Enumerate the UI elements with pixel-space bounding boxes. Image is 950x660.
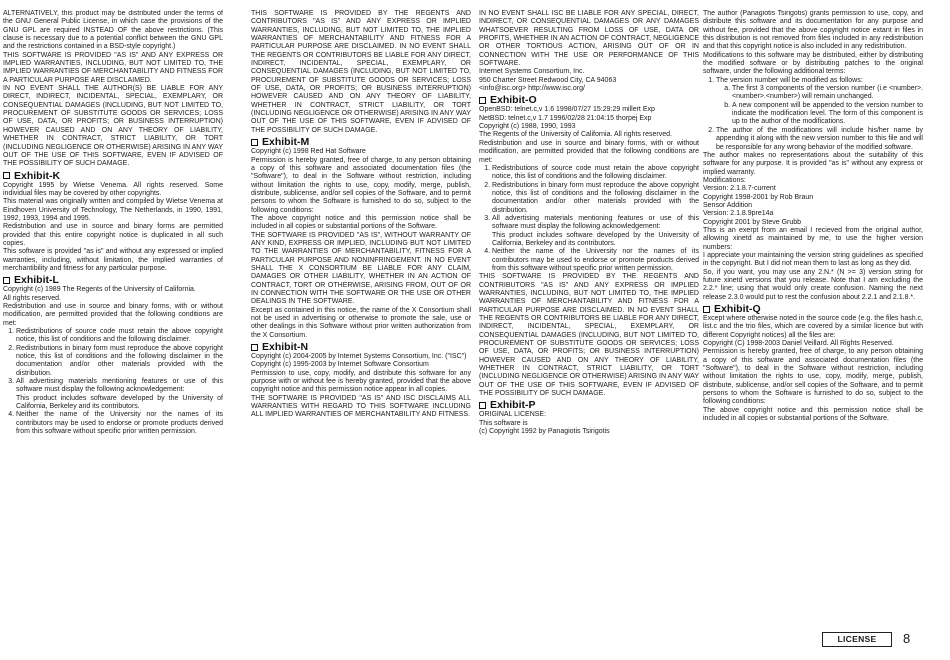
exhibit-p-heading: [479, 399, 699, 411]
paragraph: Copyright (c) 1988, 1990, 1993: [479, 123, 576, 131]
exhibit-title: Exhibit-K: [14, 169, 61, 182]
paragraph: This software is: [479, 419, 528, 427]
paragraph: This software is provided "as is" and without any expressed or implied warranties, including, without limitation, the implied warranties of merchantibility and fitness for any particular purpose.: [3, 248, 223, 272]
paragraph: Copyright 1998-2001 by Rob Braun: [703, 193, 814, 201]
paragraph: Internet Systems Consortium, Inc.: [479, 68, 585, 76]
sub-list-item: b. A new component will be appended to the version number to indicate the modification level. The form of this component is up to the author of the modifications.: [732, 102, 923, 127]
paragraph: So, if you want, you may use any 2.N.* (N >= 3) version string for future xinetd versions that you release. Note that I am excluding the 2.2.* line; using that would only create confusion. Naming the next release 2.3.0 would put to rest the confusion about 2.2.1 and 2.1.8.*.: [703, 268, 923, 301]
conditions-list: [3, 328, 223, 436]
paragraph: NetBSD: telnet.c,v 1.7 1996/02/28 21:04:15 thorpej Exp: [479, 114, 652, 122]
paragraph: All rights reserved.: [3, 294, 61, 302]
checkbox-square-icon: [479, 97, 486, 104]
paragraph: THIS SOFTWARE IS PROVIDED BY THE REGENTS AND CONTRIBUTORS "AS IS" AND ANY EXPRESS OR IMPLIED WARRANTIES, INCLUDING, BUT NOT LIMITED TO, THE IMPLIED WARRANTIES OF MERCHANTABILITY AND FITNESS FOR A PARTICULAR PURPOSE ARE DISCLAIMED. IN NO EVENT SHALL THE REGENTS OR CONTRIBUTORS BE LIABLE FOR ANY DIRECT, INDIRECT, INCIDENTAL, SPECIAL, EXEMPLARY, OR CONSEQUENTIAL DAMAGES (INCLUDING, BUT NOT LIMITED TO, PROCUREMENT OF SUBSTITUTE GOODS OR SERVICES; LOSS OF USE, DATA, OR PROFITS; OR BUSINESS INTERRUPTION) HOWEVER CAUSED AND ON ANY THEORY OF LIABILITY, WHETHER IN CONTRACT, STRICT LIABILITY, OR TORT (INCLUDING NEGLIGENCE OR OTHERWISE) ARISING IN ANY WAY OUT OF THE USE OF THIS SOFTWARE, EVEN IF ADVISED OF THE POSSIBILITY OF SUCH DAMAGE.: [251, 10, 471, 134]
paragraph: IN NO EVENT SHALL ISC BE LIABLE FOR ANY SPECIAL, DIRECT, INDIRECT, OR CONSEQUENTIAL DAMAGES OR ANY DAMAGES WHATSOEVER RESULTING FROM LOSS OF USE, DATA OR PROFITS, WHETHER IN AN ACTION OF CONTRACT, NEGLIGENCE OR OTHER TORTIOUS ACTION, ARISING OUT OF OR IN CONNECTION WITH THE USE OR PERFORMANCE OF THIS SOFTWARE.: [479, 10, 699, 68]
paragraph: IN NO EVENT SHALL THE AUTHOR(S) BE LIABLE FOR ANY DIRECT, INDIRECT, INCIDENTAL, SPECIAL, EXEMPLARY, OR CONSEQUENTIAL DAMAGES (INCLUDING, BUT NOT LIMITED TO, PROCUREMENT OF SUBSTITUTE GOODS OR SERVICES; LOSS OF USE, DATA, OR PROFITS; OR BUSINESS INTERRUPTION) HOWEVER CAUSED AND ON ANY THEORY OF LIABILITY, WHETHER IN CONTRACT, STRICT LIABILITY, OR TORT (INCLUDING NEGLIGENCE OR OTHERWISE) ARISING IN ANY WAY OUT OF THE USE OF THIS SOFTWARE, EVEN IF ADVISED OF THE POSSIBILITY OF SUCH DAMAGE.: [3, 85, 223, 168]
paragraph: Copyright (c) 1995-2003 by Internet Software Consortium: [251, 361, 429, 369]
paragraph: The above copyright notice and this permission notice shall be included in all copies or substantial portions of the Software.: [703, 406, 923, 423]
checkbox-square-icon: [703, 306, 710, 313]
paragraph: Permission to use, copy, modify, and distribute this software for any purpose with or without fee is hereby granted, provided that the above copyright notice and this permission notice appear in all copies.: [251, 369, 471, 394]
paragraph: Version: 2.1.8.9pre14a: [703, 210, 774, 218]
checkbox-square-icon: [3, 172, 10, 179]
paragraph: THE SOFTWARE IS PROVIDED "AS IS", WITHOUT WARRANTY OF ANY KIND, EXPRESS OR IMPLIED, INCLUDING BUT NOT LIMITED TO THE WARRANTIES OF MERCHANTABILITY, FITNESS FOR A PARTICULAR PURPOSE AND NONINFRINGEMENT. IN NO EVENT SHALL THE X CONSORTIUM BE LIABLE FOR ANY CLAIM, DAMAGES OR OTHER LIABILITY, WHETHER IN AN ACTION OF CONTRACT, TORT OR OTHERWISE, ARISING FROM, OUT OF OR IN CONNECTION WITH THE SOFTWARE OR THE USE OR OTHER DEALINGS IN THE SOFTWARE.: [251, 231, 471, 306]
list-item: 2. Redistributions in binary form must reproduce the above copyright notice, this list of conditions and the following disclaimer in the documentation and/or other materials provided with the distribution.: [16, 345, 223, 378]
exhibit-title: Exhibit-L: [14, 274, 59, 287]
list-item: 4. Neither the name of the University nor the names of its contributors may be used to endorse or promote products derived from this software without specific prior written permission.: [16, 411, 223, 436]
paragraph: Modifications to this software may be distributed, either by distributing the modified software or by distributing patches to the original software, under the following additional terms:: [703, 51, 923, 76]
paragraph: Sensor Addition: [703, 201, 753, 209]
paragraph: Permission is hereby granted, free of charge, to any person obtaining a copy of this software and associated documentation files (the "Software"), to deal in the Software without restriction, including without limitation the rights to use, copy, modify, merge, publish, distribute, sublicense, and/or sell copies of the Software, and to permit persons to whom the Software is furnished to do so, subject to the following conditions:: [703, 348, 923, 406]
paragraph: The above copyright notice and this permission notice shall be included in all copies or substantial portions of the Software.: [251, 214, 471, 231]
modification-terms-list: [703, 77, 923, 152]
conditions-list: [479, 165, 699, 273]
paragraph: Redistribution and use in source and binary forms are permitted provided that this entire copyright notice is duplicated in all such copies.: [3, 223, 223, 247]
paragraph: Modifications:: [703, 176, 746, 184]
checkbox-square-icon: [3, 277, 10, 284]
list-item: 1. Redistributions of source code must retain the above copyright notice, this list of conditions and the following disclaimer.: [16, 328, 223, 345]
exhibit-n-heading: [251, 341, 471, 353]
paragraph: Copyright 1995 by Wietse Venema. All rights reserved. Some individual files may be covered by other copyrights.: [3, 181, 223, 197]
paragraph: The author (Panagiotis Tsirigotis) grants permission to use, copy, and distribute this software and its documentation for any purpose and without fee, provided that the above copyright notice extant in files in this distribution is not removed from files included in any redistribution and that this copyright notice is also included in any redistribution.: [703, 10, 923, 51]
paragraph: Copyright 2001 by Steve Grubb: [703, 218, 802, 226]
checkbox-square-icon: [251, 344, 258, 351]
list-item-text: All advertising materials mentioning features or use of this software must display the following acknowledgement:: [16, 378, 223, 394]
exhibit-title: Exhibit-P: [490, 399, 536, 412]
list-item: [716, 77, 923, 127]
exhibit-title: Exhibit-O: [490, 94, 537, 107]
paragraph: OpenBSD: telnet.c,v 1.6 1998/07/27 15:29:29 millert Exp: [479, 106, 655, 114]
paragraph: ALTERNATIVELY, this product may be distributed under the terms of the GNU General Public License, in which case the provisions of the GNU GPL are required INSTEAD OF the above restrictions. (This clause is necessary due to a potential conflict between the GNU GPL and the restrictions contained in a BSD-style copyright.): [3, 10, 223, 51]
list-item: 2. The author of the modifications will include his/her name by appending it along with the new version number to this file and will be responsible for any wrong behavior of the modified software.: [716, 127, 923, 152]
paragraph: The author makes no representations about the suitability of this software for any purpose. It is provided "as is" without any express or implied warranty.: [703, 151, 923, 176]
paragraph: This is an exerpt from an email I recieved from the original author, allowing xinetd as maintained by me, to use the higher version numbers:: [703, 226, 923, 251]
acknowledgement-text: This product includes software developed by the University of California, Berkeley and its contributors.: [492, 231, 699, 247]
sub-list: [716, 85, 923, 127]
paragraph: Copyright (C) 1998-2003 Daniel Veillard. All Rights Reserved.: [703, 340, 894, 348]
exhibit-l-heading: [3, 274, 223, 286]
paragraph: Copyright (c) 2004-2005 by Internet Systems Consortium, Inc. ("ISC"): [251, 353, 467, 361]
acknowledgement-text: This product includes software developed by the University of California, Berkeley and its contributors.: [16, 394, 223, 411]
paragraph: Redistribution and use in source and binary forms, with or without modification, are permitted provided that the following conditions are met:: [479, 139, 699, 164]
paragraph: Redistribution and use in source and binary forms, with or without modification, are permitted provided that the following conditions are met:: [3, 303, 223, 327]
sub-list-item: a. The first 3 components of the version number (i.e <number>.<number>.<number>) will remain unchanged.: [732, 85, 923, 102]
paragraph: ORIGINAL LICENSE:: [479, 411, 547, 419]
checkbox-square-icon: [251, 139, 258, 146]
column-1: [3, 10, 223, 620]
paragraph: 950 Charter Street Redwood City, CA 94063: [479, 76, 617, 84]
checkbox-square-icon: [479, 402, 486, 409]
paragraph: Copyright (c) 1998 Red Hat Software: [251, 148, 366, 156]
paragraph: THIS SOFTWARE IS PROVIDED BY THE REGENTS AND CONTRIBUTORS "AS IS" AND ANY EXPRESS OR IMPLIED WARRANTIES, INCLUDING, BUT NOT LIMITED TO, THE IMPLIED WARRANTIES OF MERCHANTABILITY AND FITNESS FOR A PARTICULAR PURPOSE ARE DISCLAIMED. IN NO EVENT SHALL THE REGENTS OR CONTRIBUTORS BE LIABLE FOR ANY DIRECT, INDIRECT, INCIDENTAL, SPECIAL, EXEMPLARY, OR CONSEQUENTIAL DAMAGES (INCLUDING, BUT NOT LIMITED TO, PROCUREMENT OF SUBSTITUTE GOODS OR SERVICES; LOSS OF USE, DATA, OR PROFITS; OR BUSINESS INTERRUPTION) HOWEVER CAUSED AND ON ANY THEORY OF LIABILITY, WHETHER IN CONTRACT, STRICT LIABILITY, OR TORT (INCLUDING NEGLIGENCE OR OTHERWISE) ARISING IN ANY WAY OUT OF THE USE OF THIS SOFTWARE, EVEN IF ADVISED OF THE POSSIBILITY OF SUCH DAMAGE.: [479, 273, 699, 398]
section-label: LICENSE: [822, 632, 892, 647]
list-item: [16, 378, 223, 411]
column-2: [251, 10, 471, 620]
exhibit-title: Exhibit-N: [262, 341, 309, 354]
list-item-text: The version number will be modified as follows:: [716, 76, 863, 84]
paragraph: THIS SOFTWARE IS PROVIDED "AS IS" AND ANY EXPRESS OR IMPLIED WARRANTIES, INCLUDING, BUT NOT LIMITED TO, THE IMPLIED WARRANTIES OF MERCHANTABILITY AND FITNESS FOR A PARTICULAR PURPOSE ARE DISCLAIMED.: [3, 51, 223, 84]
paragraph: Version: 2.1.8.7-current: [703, 185, 776, 193]
paragraph: <info@isc.org> http://www.isc.org/: [479, 85, 585, 93]
paragraph: (c) Copyright 1992 by Panagiotis Tsirigotis: [479, 428, 610, 436]
paragraph: Copyright (c) 1989 The Regents of the University of California.: [3, 286, 196, 294]
list-item: 2. Redistributions in binary form must reproduce the above copyright notice, this list of conditions and the following disclaimer in the documentation and/or other materials provided with the distribution.: [492, 182, 699, 215]
exhibit-title: Exhibit-Q: [714, 303, 761, 316]
list-item: 4. Neither the name of the University nor the names of its contributors may be used to endorse or promote products derived from this software without specific prior written permission.: [492, 248, 699, 273]
paragraph: This material was originally written and compiled by Wietse Venema at Eindhoven University of Technology, The Netherlands, in 1990, 1991, 1992, 1993, 1994 and 1995.: [3, 198, 223, 222]
page-number: 8: [903, 631, 911, 646]
exhibit-q-heading: [703, 303, 923, 315]
paragraph: I appreciate your maintaining the version string guidelines as specified in the copyright. But I did not mean them to last as long as they did.: [703, 251, 923, 268]
column-3: [479, 10, 699, 620]
column-4: [703, 10, 923, 620]
list-item: 1. Redistributions of source code must retain the above copyright notice, this list of conditions and the following disclaimer.: [492, 165, 699, 182]
list-item-text: All advertising materials mentioning features or use of this software must display the following acknowledgement:: [492, 214, 699, 231]
paragraph: Except as contained in this notice, the name of the X Consortium shall not be used in advertising or otherwise to promote the sale, use or other dealings in this Software without prior written authorization from the X Consortium.: [251, 306, 471, 339]
exhibit-k-heading: [3, 170, 223, 182]
exhibit-o-heading: [479, 94, 699, 106]
list-item: [492, 215, 699, 248]
exhibit-title: Exhibit-M: [262, 136, 310, 149]
exhibit-m-heading: [251, 136, 471, 148]
paragraph: The Regents of the University of California. All rights reserved.: [479, 131, 672, 139]
paragraph: Except where otherwise noted in the source code (e.g. the files hash.c, list.c and the trio files, which are covered by a similar licence but with different Copyright notices) all the files are:: [703, 315, 923, 339]
paragraph: Permission is hereby granted, free of charge, to any person obtaining a copy of this software and associated documentation files (the "Software"), to deal in the Software without restriction, including without limitation the rights to use, copy, modify, merge, publish, distribute, sublicense, and/or sell copies of the Software, and to permit persons to whom the Software is furnished to do so, subject to the following conditions:: [251, 156, 471, 214]
paragraph: THE SOFTWARE IS PROVIDED "AS IS" AND ISC DISCLAIMS ALL WARRANTIES WITH REGARD TO THIS SOFTWARE INCLUDING ALL IMPLIED WARRANTIES OF MERCHANTABILITY AND FITNESS.: [251, 394, 471, 419]
